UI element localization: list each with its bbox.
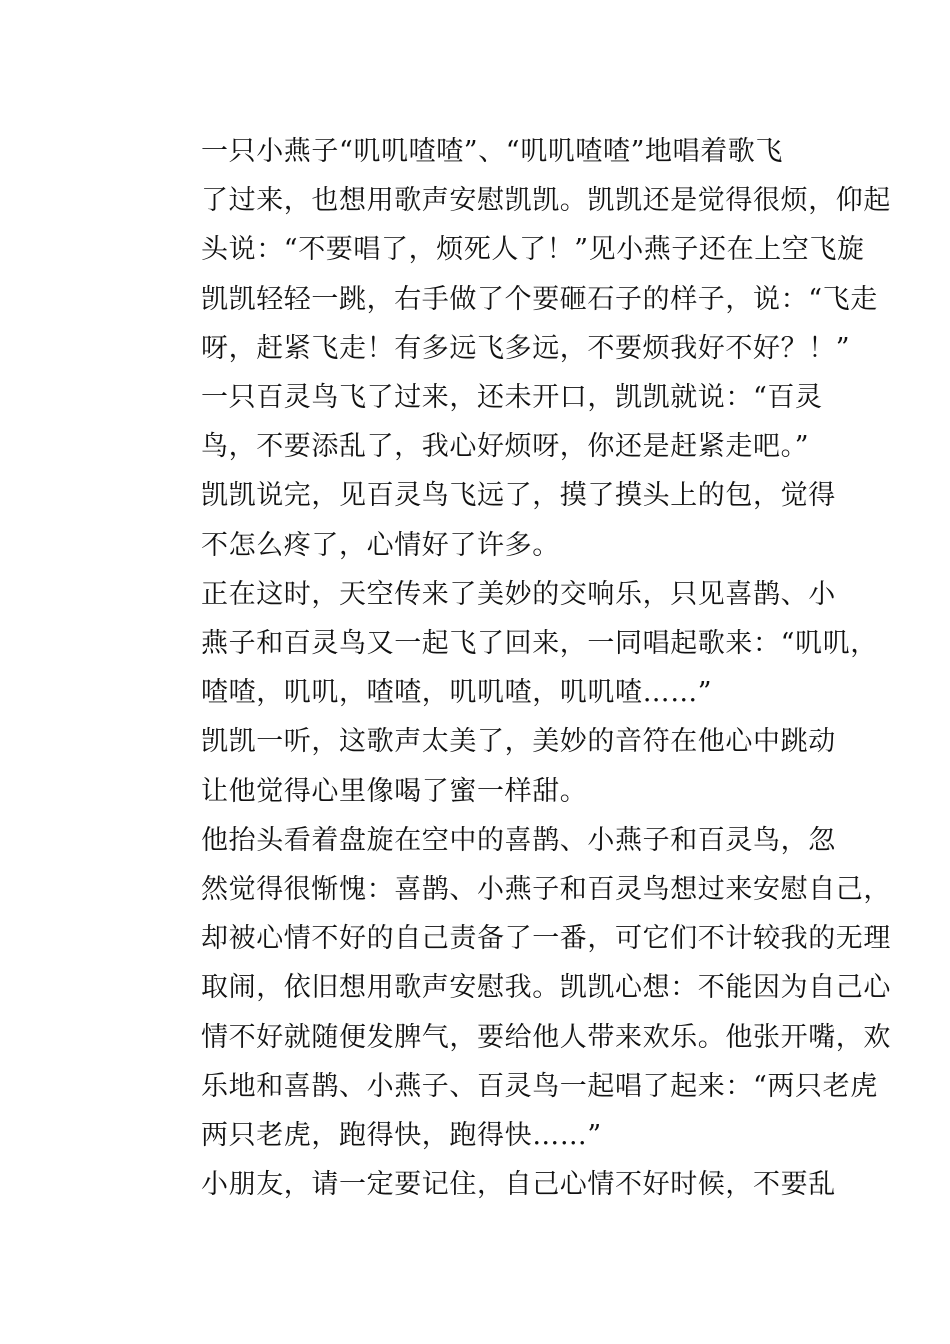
paragraph: [145, 816, 891, 1160]
text-line: 喳喳，叽叽，喳喳，叽叽喳，叽叽喳……”: [201, 677, 713, 709]
text-line: 不怎么疼了，心情好了许多。: [201, 529, 560, 561]
paragraph: [145, 570, 878, 718]
text-line: 情不好就随便发脾气，要给他人带来欢乐。他张开嘴，欢: [201, 1021, 891, 1053]
text-line: 了过来，也想用歌声安慰凯凯。凯凯还是觉得很烦，仰起: [201, 185, 891, 217]
text-line: 乐地和喜鹊、小燕子、百灵鸟一起唱了起来：“两只老虎: [201, 1070, 878, 1102]
text-line: 鸟，不要添乱了，我心好烦呀，你还是赶紧走吧。”: [201, 431, 810, 463]
paragraph: [145, 1160, 836, 1209]
text-line: 凯凯一听，这歌声太美了，美妙的音符在他心中跳动: [201, 726, 836, 758]
paragraph: [145, 717, 836, 815]
text-line: 一只百灵鸟飞了过来，还未开口，凯凯就说：“百灵: [201, 382, 823, 414]
text-line: 他抬头看着盘旋在空中的喜鹊、小燕子和百灵鸟，忽: [201, 824, 836, 856]
text-line: 凯凯轻轻一跳，右手做了个要砸石子的样子，说：“飞走: [201, 283, 878, 315]
text-line: 取闹，依旧想用歌声安慰我。凯凯心想：不能因为自己心: [201, 972, 891, 1004]
text-line: 燕子和百灵鸟又一起飞了回来，一同唱起歌来：“叽叽，: [201, 628, 878, 660]
story-text: [145, 127, 891, 1209]
text-line: 呀，赶紧飞走！有多远飞多远，不要烦我好不好？！”: [201, 332, 851, 364]
text-line: 一只小燕子“叽叽喳喳”、“叽叽喳喳”地唱着歌飞: [201, 136, 784, 167]
text-line: 头说：“不要唱了，烦死人了！”见小燕子还在上空飞旋: [201, 234, 865, 266]
text-line: 让他觉得心里像喝了蜜一样甜。: [201, 775, 588, 807]
text-line: 两只老虎，跑得快，跑得快……”: [201, 1120, 602, 1152]
paragraph: [145, 373, 823, 471]
paragraph: [145, 471, 836, 569]
text-line: 凯凯说完，见百灵鸟飞远了，摸了摸头上的包，觉得: [201, 480, 836, 512]
paragraph: [145, 127, 891, 373]
text-line: 却被心情不好的自己责备了一番，可它们不计较我的无理: [201, 923, 891, 955]
text-line: 然觉得很惭愧：喜鹊、小燕子和百灵鸟想过来安慰自己，: [201, 874, 891, 906]
text-line: 小朋友，请一定要记住，自己心情不好时候，不要乱: [201, 1169, 836, 1201]
text-line: 正在这时，天空传来了美妙的交响乐，只见喜鹊、小: [201, 578, 836, 610]
